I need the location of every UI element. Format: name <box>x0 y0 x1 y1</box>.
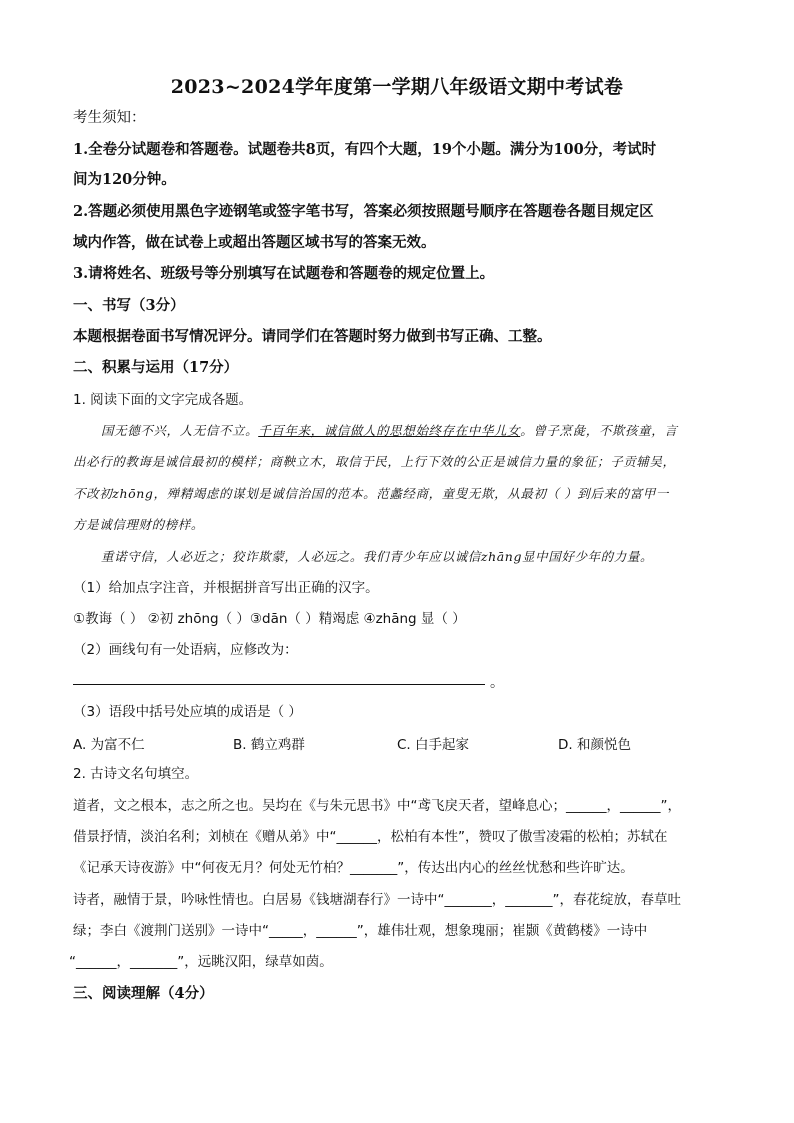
passage-line-5: 重诺守信，人必近之；狡诈欺蒙，人必远之。我们青少年应以诚信zhāng显中国好少年的力量。 <box>101 549 654 564</box>
notice-line-2: 间为120分钟。 <box>73 171 176 188</box>
passage-line-4: 方是诚信理财的榜样。 <box>73 517 205 532</box>
q2-line-5: 绿；李白《渡荆门送别》一诗中“_____，______”，雄伟壮观，想象瑰丽；崔颢《黄鹤楼》一诗中 <box>73 923 648 939</box>
answer-line[interactable] <box>73 684 485 685</box>
notice-line-3: 2.答题必须使用黑色字迹钢笔或签字笔书写，答案必须按照题号顺序在答题卷各题目规定区 <box>73 203 654 220</box>
notice-line-5: 3.请将姓名、班级号等分别填写在试题卷和答题卷的规定位置上。 <box>73 265 495 282</box>
q1-sub1: （1）给加点字注音，并根据拼音写出正确的汉字。 <box>73 580 379 596</box>
q2-stem: 2. 古诗文名句填空。 <box>73 766 199 782</box>
q2-line-4: 诗者，融情于景，吟咏性情也。白居易《钱塘湖春行》一诗中“_______，_______”，春花绽放，春草吐 <box>73 892 681 908</box>
notice-heading: 考生须知： <box>73 110 146 126</box>
section1-heading: 一、书写（3分） <box>73 297 185 314</box>
q1-stem: 1. 阅读下面的文字完成各题。 <box>73 392 253 408</box>
notice-line-4: 域内作答，做在试卷上或超出答题区域书写的答案无效。 <box>73 234 436 251</box>
option-a: A. 为富不仁 <box>73 737 145 753</box>
option-d: D. 和颜悦色 <box>558 737 631 753</box>
q1-sub1-items: ①教诲（ ） ②初 zhōng（ ）③dān（ ）精竭虑 ④zhāng 显（ ） <box>73 611 466 627</box>
q2-line-6: “______，_______”，远眺汉阳，绿草如茵。 <box>69 954 333 970</box>
q1-sub2: （2）画线句有一处语病，应修改为： <box>73 642 298 658</box>
q2-line-3: 《记承天诗夜游》中“何夜无月？何处无竹柏？_______”，传达出内心的丝丝忧愁和些许旷达。 <box>73 860 634 876</box>
passage-line-3: 不改初zhōng，殚精竭虑的谋划是诚信治国的范本。范蠡经商，童叟无欺，从最初（ ）到后来的富甲一 <box>73 486 669 501</box>
q1-sub3: （3）语段中括号处应填的成语是（ ） <box>73 704 302 720</box>
exam-title: 2023~2024学年度第一学期八年级语文期中考试卷 <box>170 76 624 98</box>
section1-text: 本题根据卷面书写情况评分。请同学们在答题时努力做到书写正确、工整。 <box>73 328 552 345</box>
section3-heading: 三、阅读理解（4分） <box>73 985 214 1002</box>
underlined-sentence: 千百年来，诚信做人的思想始终存在中华儿女 <box>258 423 521 438</box>
option-b: B. 鹤立鸡群 <box>233 737 305 753</box>
passage-line-1-pre: 国无德不兴，人无信不立。 <box>101 423 259 438</box>
q2-line-2: 借景抒情，淡泊名利；刘桢在《赠从弟》中“______，松柏有本性”，赞叹了傲雪凌霜的松柏；苏轼在 <box>73 829 668 845</box>
q2-line-1: 道者，文之根本，志之所之也。吴均在《与朱元思书》中“鸢飞戾天者，望峰息心；______，______”， <box>73 798 681 814</box>
option-c: C. 白手起家 <box>397 737 470 753</box>
passage-line-1 <box>101 421 677 441</box>
answer-line-end: 。 <box>490 675 504 691</box>
passage-line-2: 出必行的教诲是诚信最初的模样；商鞅立木，取信于民，上行下效的公正是诚信力量的象征；子贡辅吴， <box>73 454 676 469</box>
notice-line-1: 1.全卷分试题卷和答题卷。试题卷共8页，有四个大题，19个小题。满分为100分，考试时 <box>73 141 657 158</box>
section2-heading: 二、积累与运用（17分） <box>73 359 239 376</box>
passage-line-1-post: 。曾子烹彘，不欺孩童，言 <box>520 423 678 438</box>
